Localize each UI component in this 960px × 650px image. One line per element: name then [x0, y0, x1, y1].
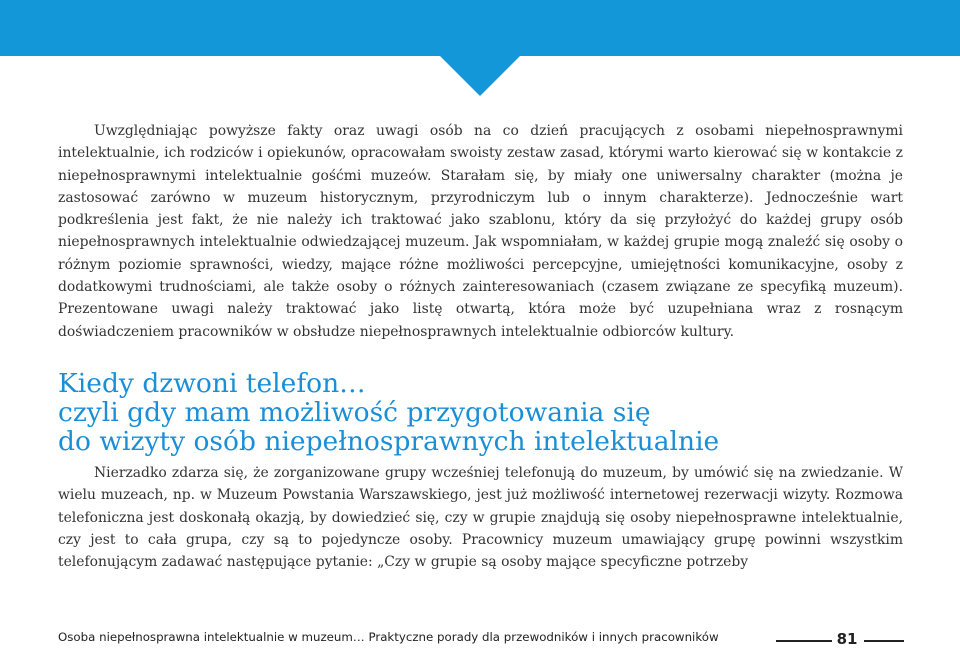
section-paragraph: Nierzadko zdarza się, że zorganizowane grupy wcześniej telefonują do muzeum, by umówić się na zwiedzanie. W wielu muzeach, np. w Muzeum Powstania Warszawskiego, jest już możliwość internetowej rezerwacji wizyty. Rozmowa telefoniczna jest doskonałą okazją, by dowiedzieć się, czy w grupie znajdują się osoby niepełnosprawne intelektualnie, czy jest to cała grupa, czy są to pojedyncze osoby. Pracownicy muzeum umawiający grupę powinni wszystkim telefonującym zadawać następujące pytanie: „Czy w grupie są osoby mające specyficzne potrzeby	[58, 464, 903, 571]
top-color-band	[0, 0, 960, 56]
page-body	[58, 120, 903, 573]
top-band-notch	[440, 56, 520, 96]
footer-rule-left	[776, 640, 832, 642]
section-heading-line-1: Kiedy dzwoni telefon…	[58, 367, 366, 399]
section-heading	[58, 369, 903, 456]
section-heading-line-3: do wizyty osób niepełnosprawnych intelektualnie	[58, 425, 720, 457]
intro-paragraph: Uwzględniając powyższe fakty oraz uwagi osób na co dzień pracujących z osobami niepełnosprawnymi intelektualnie, ich rodziców i opiekunów, opracowałam swoisty zestaw zasad, którymi warto kierować się w kontakcie z niepełnosprawnymi intelektualnie gośćmi muzeów. Starałam się, by miały one uniwersalny charakter (można je zastosować zarówno w muzeum historycznym, przyrodniczym lub o innym charakterze). Jednocześnie wart podkreślenia jest fakt, że nie należy ich traktować jako szablonu, który da się przyłożyć do każdej grupy osób niepełnosprawnych intelektualnie odwiedzającej muzeum. Jak wspomniałam, w każdej grupie mogą znaleźć się osoby o różnym poziomie sprawności, wiedzy, mające różne możliwości percepcyjne, umiejętności komunikacyjne, osoby z dodatkowymi trudnościami, ale także osoby o różnych zainteresowaniach (czasem związane ze specyfiką muzeum). Prezentowane uwagi należy traktować jako listę otwartą, która może być uzupełniana wraz z rosnącym doświadczeniem pracowników w obsłudze niepełnosprawnych intelektualnie odbiorców kultury.	[58, 123, 903, 340]
page-number: 81	[836, 630, 858, 648]
footer-rule-right	[864, 640, 904, 642]
running-title: Osoba niepełnosprawna intelektualnie w muzeum… Praktyczne porady dla przewodników i innych pracowników	[58, 630, 719, 644]
page-footer	[58, 628, 903, 650]
section-heading-line-2: czyli gdy mam możliwość przygotowania się	[58, 396, 651, 428]
